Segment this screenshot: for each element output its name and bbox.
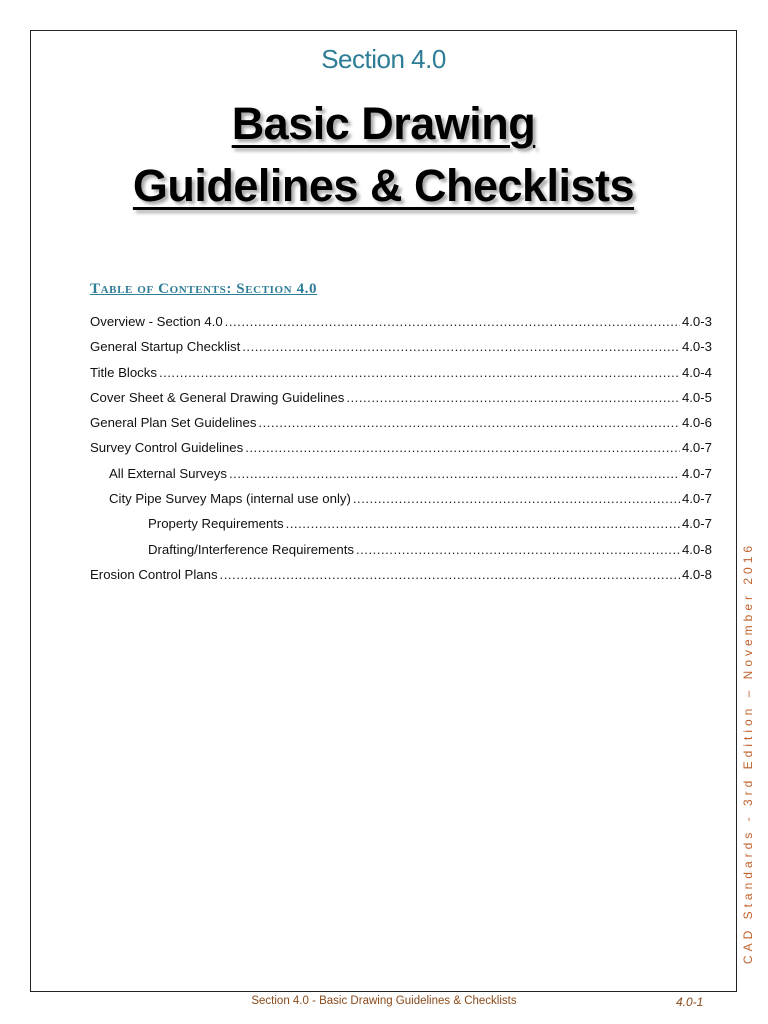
toc-entry-page: 4.0-8 <box>681 566 712 582</box>
toc-entry-label: City Pipe Survey Maps (internal use only) <box>109 491 351 507</box>
toc-entry-page: 4.0-6 <box>681 415 712 431</box>
toc-entry-label: All External Surveys <box>109 465 227 481</box>
toc-leader-dots <box>159 365 680 380</box>
toc-entry-label: General Plan Set Guidelines <box>90 415 257 431</box>
toc-entry-label: Cover Sheet & General Drawing Guidelines <box>90 389 345 405</box>
table-of-contents <box>90 314 712 592</box>
footer-page-number: 4.0-1 <box>676 995 704 1009</box>
toc-entry-label: Erosion Control Plans <box>90 566 218 582</box>
toc-entry-label: Property Requirements <box>148 516 284 532</box>
page-title-line-2: Guidelines & Checklists <box>132 160 635 211</box>
toc-leader-dots <box>242 339 680 354</box>
toc-entry[interactable] <box>90 567 712 592</box>
edition-sidebar-text: CAD Standards - 3rd Edition – November 2016 <box>741 541 755 965</box>
toc-entry[interactable] <box>90 516 712 541</box>
toc-entry-page: 4.0-4 <box>681 364 712 380</box>
toc-entry-label: Survey Control Guidelines <box>90 440 244 456</box>
toc-entry-page: 4.0-5 <box>681 389 712 405</box>
toc-entry[interactable] <box>90 440 712 465</box>
edition-sidebar <box>738 518 758 988</box>
toc-entry[interactable] <box>90 339 712 364</box>
toc-entry[interactable] <box>90 314 712 339</box>
toc-entry-page: 4.0-8 <box>681 541 712 557</box>
toc-entry[interactable] <box>90 491 712 516</box>
toc-entry[interactable] <box>90 466 712 491</box>
toc-leader-dots <box>286 516 680 531</box>
toc-entry-page: 4.0-7 <box>681 491 712 507</box>
toc-leader-dots <box>245 440 680 455</box>
toc-entry-page: 4.0-7 <box>681 465 712 481</box>
toc-leader-dots <box>258 415 680 430</box>
toc-entry-label: General Startup Checklist <box>90 339 241 355</box>
page-title-line-1: Basic Drawing <box>231 98 536 149</box>
toc-entry-label: Overview - Section 4.0 <box>90 314 223 329</box>
toc-entry[interactable] <box>90 365 712 390</box>
toc-entry-page: 4.0-7 <box>681 516 712 532</box>
toc-entry-label: Drafting/Interference Requirements <box>148 541 354 557</box>
footer-text: Section 4.0 - Basic Drawing Guidelines & Checklists <box>251 995 517 1007</box>
section-label: Section 4.0 <box>321 44 446 74</box>
toc-leader-dots <box>229 466 680 481</box>
toc-entry-page: 4.0-3 <box>681 314 712 329</box>
toc-entry[interactable] <box>90 415 712 440</box>
toc-entry[interactable] <box>90 390 712 415</box>
toc-leader-dots <box>353 491 680 506</box>
toc-heading: Table of Contents: Section 4.0 <box>90 281 318 297</box>
toc-entry[interactable] <box>90 542 712 567</box>
toc-entry-page: 4.0-3 <box>681 339 712 355</box>
toc-entry-label: Title Blocks <box>90 364 157 380</box>
toc-leader-dots <box>225 314 680 329</box>
toc-entry-page: 4.0-7 <box>681 440 712 456</box>
toc-leader-dots <box>220 567 680 582</box>
toc-leader-dots <box>356 542 680 557</box>
toc-leader-dots <box>346 390 680 405</box>
